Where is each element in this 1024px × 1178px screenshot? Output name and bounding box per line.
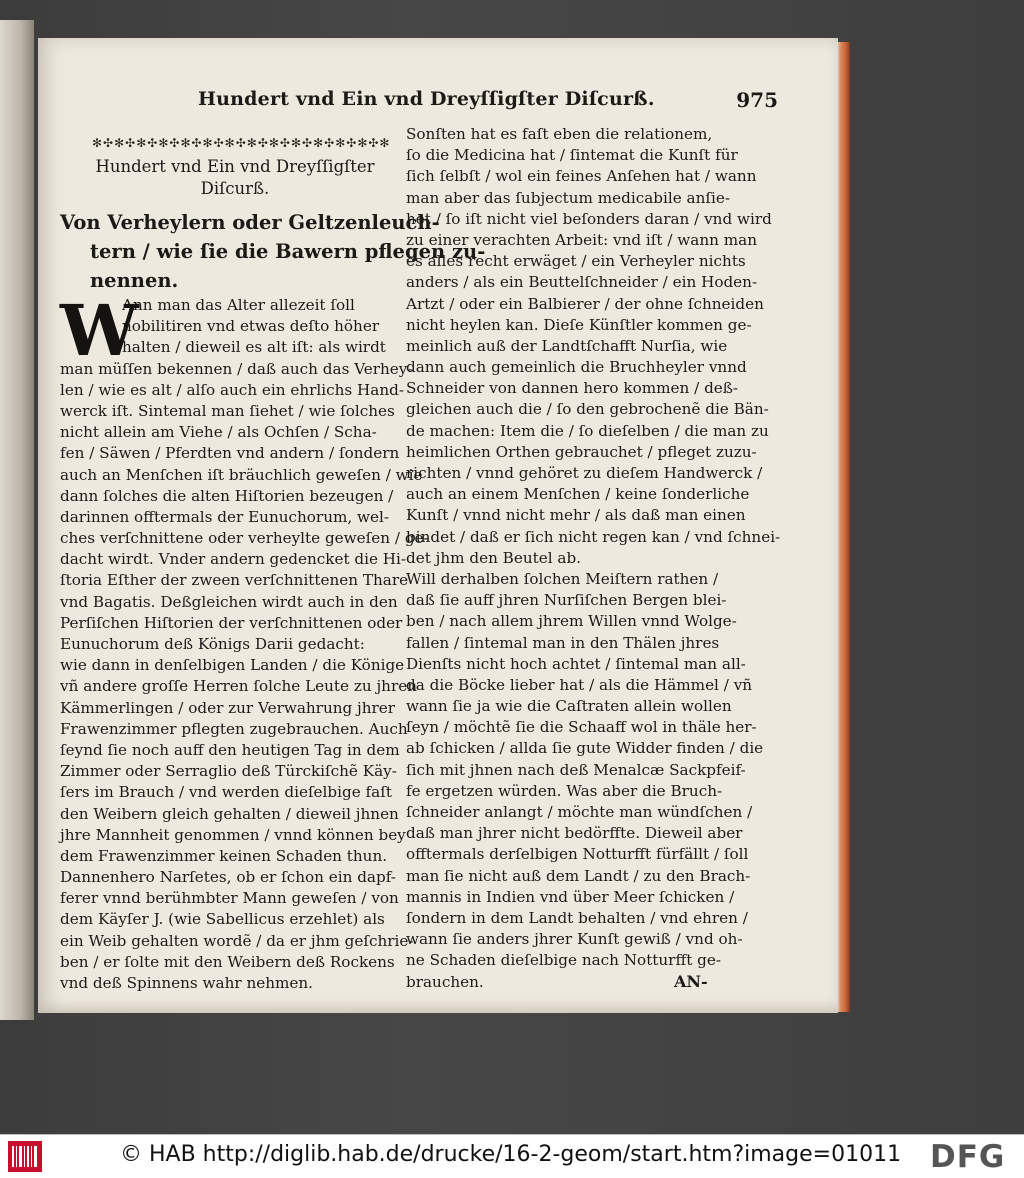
section-head-line: Diſcurß.	[200, 179, 270, 198]
text-line: zu einer verachten Arbeit: vnd iſt / wann man	[406, 230, 757, 249]
text-line: dem Käyſer J. (wie Sabellicus erzehlet) als	[60, 910, 385, 929]
text-line: Kunſt / vnnd nicht mehr / als daß man einen	[406, 506, 746, 525]
text-line: meinlich auß der Landtſchafft Nurſia, wie	[406, 336, 728, 355]
text-line: brauchen.	[406, 972, 484, 991]
title-line: tern / wie ſie die Bawern pflegen zu-	[90, 240, 486, 263]
text-line: man aber das ſubjectum medicabile anſie-	[406, 188, 730, 207]
text-line: fe ergetzen würden. Was aber die Bruch-	[406, 781, 723, 800]
text-line: dacht wirdt. Vnder andern gedencket die Hi-	[60, 550, 407, 569]
text-line: dann auch gemeinlich die Bruchheyler vnnd	[406, 358, 747, 377]
text-line: Eunuchorum deß Königs Darii gedacht:	[60, 635, 365, 653]
text-line: ſondern in dem Landt behalten / vnd ehren /	[406, 908, 748, 927]
text-line: daß ſie auff jhren Nurſiſchen Bergen blei-	[406, 591, 727, 610]
text-line: mannis in Indien vnd über Meer ſchicken /	[406, 887, 735, 906]
text-line: ſeyn / möchtẽ ſie die Schaaff wol in thäle her-	[406, 718, 757, 737]
text-line: fallen / ſintemal man in den Thälen jhres	[406, 633, 720, 652]
text-line: Dienſts nicht hoch achtet / ſintemal man all-	[406, 654, 746, 673]
text-line: nicht allein am Viehe / als Ochſen / Scha-	[60, 423, 377, 442]
section-head-line: Hundert vnd Ein vnd Dreyſſigſter	[95, 157, 375, 176]
text-line: fen / Säwen / Pferdten vnd andern / ſondern	[60, 444, 400, 463]
text-line: ches verſchnittene oder verheylte geweſen / ge-	[60, 529, 429, 548]
text-line: auch an Menſchen iſt bräuchlich geweſen / wie	[60, 465, 423, 484]
text-line: det jhm den Beutel ab.	[406, 548, 581, 567]
text-line: dann ſolches die alten Hiſtorien bezeugen /	[60, 486, 394, 505]
text-line: ben / nach allem jhrem Willen vnnd Wolge-	[406, 612, 737, 631]
text-line: vnd Bagatis. Deßgleichen wirdt auch in den	[60, 592, 398, 611]
page-number: 975	[736, 88, 778, 112]
text-line: Ann man das Alter allezeit ſoll	[122, 296, 355, 314]
text-line: ferer vnnd berühmbter Mann geweſen / von	[60, 889, 399, 908]
text-line: Dannenhero Narſetes, ob er ſchon ein dapf-	[60, 868, 396, 887]
text-line: daß man jhrer nicht bedörffte. Dieweil aber	[406, 824, 743, 843]
text-line: es alles recht erwäget / ein Verheyler nichts	[406, 252, 746, 271]
running-head: Hundert vnd Ein vnd Dreyſſigſter Diſcurß.	[198, 88, 655, 110]
text-line: het / ſo iſt nicht viel beſonders daran / vnd wird	[406, 209, 772, 228]
text-line: len / wie es alt / alſo auch ein ehrlichs Hand-	[60, 380, 404, 399]
text-line: richten / vnnd gehöret zu dieſem Handwerck /	[406, 464, 763, 482]
text-line: jhre Mannheit genommen / vnnd können bey	[60, 825, 406, 844]
text-line: ſtoria Eſther der zween verſchnittenen Thare	[60, 571, 409, 590]
text-line: wann ſie anders jhrer Kunſt gewiß / vnd oh-	[406, 930, 743, 949]
facing-page-edge	[0, 20, 34, 1020]
text-line: ne Schaden dieſelbige nach Notturfft ge-	[406, 951, 722, 970]
text-line: wann ſie ja wie die Caſtraten allein wollen	[406, 697, 732, 716]
text-line: Sonſten hat es faſt eben die relationem,	[406, 125, 713, 143]
text-line: auch an einem Menſchen / keine ſonderliche	[406, 485, 750, 504]
text-line: darinnen offtermals der Eunuchorum, wel-	[60, 507, 390, 526]
text-line: werck iſt. Sintemal man ſiehet / wie ſolches	[60, 401, 395, 420]
text-line: Zimmer oder Serraglio deß Türckiſchẽ Käy-	[60, 762, 397, 781]
text-line: nobilitiren vnd etwas deſto höher	[122, 317, 380, 336]
text-line: Perſiſchen Hiſtorien der verſchnittenen oder	[60, 613, 403, 632]
barcode-icon	[8, 1141, 42, 1172]
text-line: Kämmerlingen / oder zur Verwahrung jhrer	[60, 698, 396, 717]
text-line: man ſie nicht auß dem Landt / zu den Brach-	[406, 866, 751, 885]
left-body-text	[60, 359, 429, 995]
viewer-footer	[0, 1134, 1024, 1178]
text-line: Schneider von dannen hero kommen / deß-	[406, 379, 739, 398]
text-line: da die Böcke lieber hat / als die Hämmel / vñ	[406, 675, 753, 694]
text-line: Frawenzimmer pflegten zugebrauchen. Auch	[60, 719, 408, 738]
dfg-logo: DFG	[930, 1139, 1006, 1175]
text-line: dem Frawenzimmer keinen Schaden thun.	[60, 846, 388, 865]
text-line: offtermals derſelbigen Notturfft fürfällt / ſoll	[406, 845, 749, 864]
text-line: heimlichen Orthen gebrauchet / pfleget zuzu-	[406, 442, 757, 461]
text-line: ein Weib gehalten wordẽ / da er jhm geſchrie-	[60, 931, 414, 950]
page-fore-edge	[836, 42, 850, 1012]
drop-cap: W	[60, 289, 139, 372]
title-line: Von Verheylern oder Geltzenleuch-	[60, 211, 440, 234]
text-line: ab ſchicken / allda ſie gute Widder finden / die	[406, 739, 764, 758]
text-line: vnd deß Spinnens wahr nehmen.	[60, 974, 314, 992]
text-line: ſchneider anlangt / möchte man wündſchen /	[406, 803, 753, 821]
text-line: halten / dieweil es alt iſt: als wirdt	[122, 338, 386, 357]
catchword: AN-	[674, 972, 708, 991]
book-page	[38, 38, 838, 1013]
text-line: wie dann in denſelbigen Landen / die Könige	[60, 656, 405, 675]
text-line: ſich mit jhnen nach deß Menalcæ Sackpfeif-	[406, 760, 746, 779]
text-line: vñ andere groſſe Herren ſolche Leute zu jhren	[60, 677, 417, 696]
title-line: nennen.	[90, 269, 179, 292]
source-url: © HAB http://diglib.hab.de/drucke/16-2-geom/start.htm?image=01011	[120, 1142, 902, 1167]
ornament-divider: ✻✣✻✣✻✣✻✣✻✣✻✣✻✣✻✣✻✣✻✣✻✣✻✣✻✣✻	[92, 136, 391, 150]
text-line: gleichen auch die / ſo den gebrochenẽ die Bän-	[406, 400, 769, 419]
text-line: ſich ſelbſt / wol ein feines Anſehen hat / wann	[406, 167, 757, 186]
text-line: de machen: Item die / ſo dieſelben / die man zu	[406, 421, 769, 440]
text-line: Artzt / oder ein Balbierer / der ohne ſchneiden	[406, 294, 764, 313]
text-line: Will derhalben ſolchen Meiſtern rathen /	[406, 569, 719, 588]
text-line: ſeynd ſie noch auff den heutigen Tag in dem	[60, 740, 400, 759]
text-line: bindet / daß er ſich nicht regen kan / vnd ſchnei-	[406, 527, 781, 546]
text-line: ſo die Medicina hat / ſintemat die Kunſt für	[406, 146, 738, 165]
text-line: ſers im Brauch / vnd werden dieſelbige faſt	[60, 783, 392, 802]
text-line: man müſſen bekennen / daß auch das Verhey-	[60, 359, 413, 378]
right-body-text	[406, 124, 781, 993]
text-line: anders / als ein Beuttelſchneider / ein Hoden-	[406, 273, 758, 292]
text-line: den Weibern gleich gehalten / dieweil jhnen	[60, 804, 399, 823]
text-line: nicht heylen kan. Dieſe Künſtler kommen ge-	[406, 315, 752, 334]
right-column	[406, 124, 781, 993]
left-column	[60, 156, 486, 994]
text-line: ben / er ſolte mit den Weibern deß Rockens	[60, 952, 395, 971]
